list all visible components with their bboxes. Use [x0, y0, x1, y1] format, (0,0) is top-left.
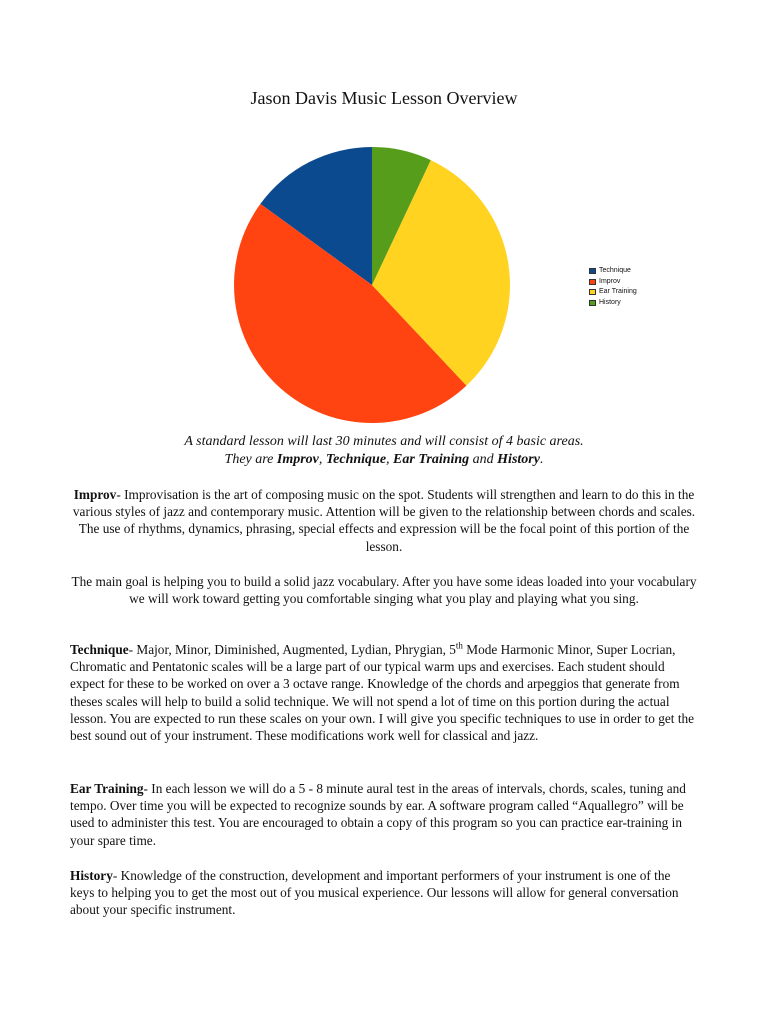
legend-label: Ear Training: [599, 288, 637, 295]
document-title: Jason Davis Music Lesson Overview: [250, 88, 518, 108]
technique-heading: Technique: [70, 642, 129, 657]
legend-label: Improv: [599, 277, 621, 285]
intro-area-ear-training: Ear Training: [393, 452, 470, 467]
intro-separator: ,: [386, 452, 394, 467]
history-heading: History: [70, 868, 113, 883]
goal-paragraph: [70, 573, 698, 607]
technique-body-b: Mode Harmonic Minor, Super Locrian, Chromatic and Pentatonic scales will be a large part of our typical warm ups and exercises. Each student should expect for these to be worked on over a 3 octave range. Knowledge of the chords and arpeggios that generate from theses scales will help to build a solid technique. We will not spend a lot of time on this portion during the actual lesson. You are expected to run these scales on your own. I will give you specific techniques to use in order to get the best sound out of your instrument. These modifications work well for classical and jazz.: [70, 642, 695, 744]
intro-line-1: A standard lesson will last 30 minutes and will consist of 4 basic areas.: [184, 434, 584, 449]
legend-item-history: [589, 298, 637, 309]
intro-area-technique: Technique: [325, 452, 387, 467]
ear-training-paragraph: [70, 780, 698, 849]
intro-separator: ,: [318, 452, 326, 467]
intro-end: .: [539, 452, 544, 467]
goal-body: The main goal is helping you to build a solid jazz vocabulary. After you have some ideas loaded into your vocabulary we will work toward getting you comfortable singing what you play and playing what you sing.: [71, 574, 697, 607]
legend-label: Technique: [599, 267, 631, 274]
legend-swatch: [589, 268, 596, 274]
intro-separator: and: [469, 452, 498, 467]
history-paragraph: [70, 867, 698, 919]
intro-line-2: [0, 451, 768, 469]
legend-swatch: [589, 300, 596, 306]
legend-item-ear-training: [589, 287, 637, 298]
improv-body: - Improvisation is the art of composing music on the spot. Students will strengthen and learn to do this in the various styles of jazz and contemporary music. Attention will be given to the relationship between chords and scales. The use of rhythms, dynamics, phrasing, special effects and expression will be the focal point of this portion of the lesson.: [72, 487, 696, 554]
improv-paragraph: [70, 486, 698, 555]
intro-area-improv: Improv: [276, 452, 319, 467]
pie-chart: [233, 146, 511, 424]
history-body: - Knowledge of the construction, development and important performers of your instrument is one of the keys to helping you to get the most out of you musical experience. Our lessons will allow for general conversation about your specific instrument.: [70, 868, 679, 918]
legend-swatch: [589, 279, 596, 285]
ear-training-heading: Ear Training: [70, 781, 144, 796]
technique-superscript: th: [455, 640, 463, 651]
improv-heading: Improv: [73, 487, 117, 502]
ear-training-body: - In each lesson we will do a 5 - 8 minute aural test in the areas of intervals, chords, scales, tuning and tempo. Over time you will be expected to recognize sounds by ear. A software program called “Aquallegro” will be used to administer this test. You are encouraged to obtain a copy of this program so you can practice ear-training in your spare time.: [70, 781, 686, 848]
intro-prefix: They are: [224, 452, 277, 467]
technique-body-a: - Major, Minor, Diminished, Augmented, Lydian, Phrygian, 5: [128, 642, 456, 657]
chart-legend: [589, 266, 637, 308]
legend-item-improv: [589, 277, 637, 288]
legend-item-technique: [589, 266, 637, 277]
legend-label: History: [599, 298, 621, 306]
intro-area-history: History: [497, 452, 540, 467]
legend-swatch: [589, 289, 596, 295]
technique-paragraph: [70, 641, 698, 744]
